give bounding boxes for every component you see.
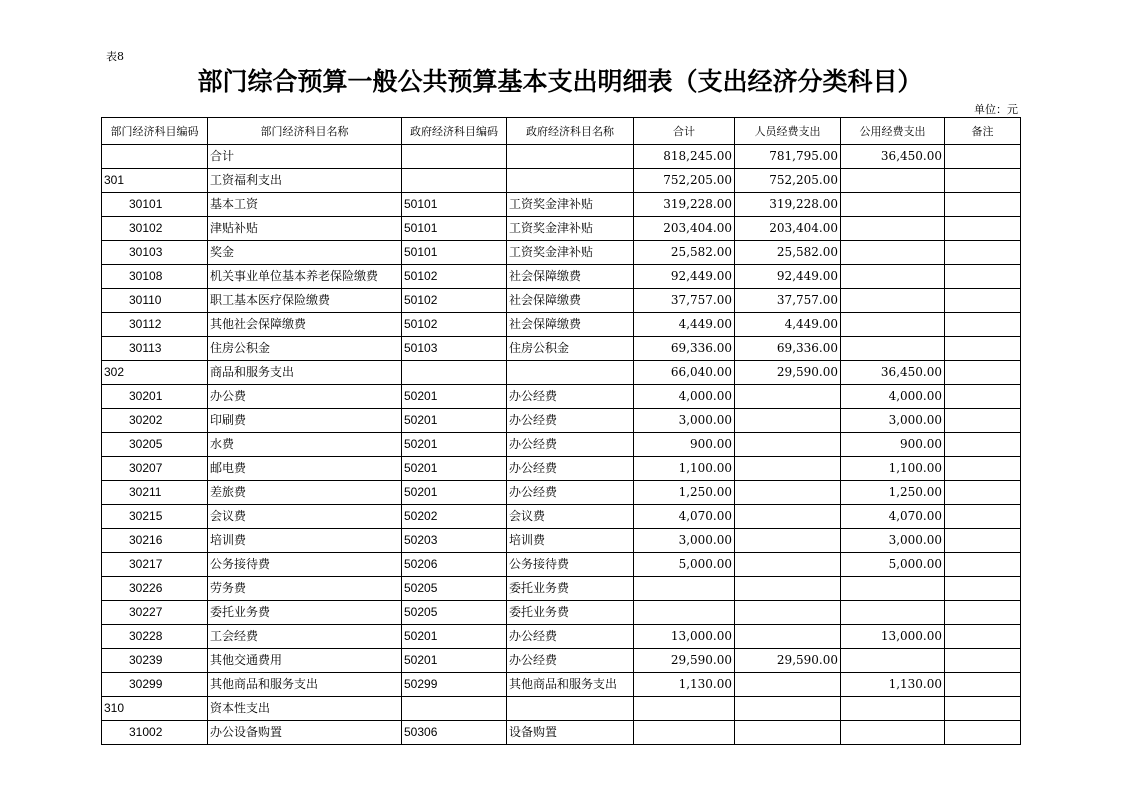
public-cell [841, 649, 945, 673]
personnel-cell: 29,590.00 [735, 649, 841, 673]
gov-name-cell: 委托业务费 [507, 577, 634, 601]
personnel-cell: 203,404.00 [735, 217, 841, 241]
dept-code-cell: 30113 [102, 337, 208, 361]
table-row [102, 217, 1021, 241]
public-cell [841, 193, 945, 217]
gov-code-cell: 50101 [402, 193, 507, 217]
personnel-cell: 319,228.00 [735, 193, 841, 217]
table-row [102, 649, 1021, 673]
dept-code-cell [102, 145, 208, 169]
table-row [102, 265, 1021, 289]
public-cell [841, 577, 945, 601]
personnel-cell: 4,449.00 [735, 313, 841, 337]
dept-name-cell: 住房公积金 [208, 337, 402, 361]
dept-code-cell: 30101 [102, 193, 208, 217]
personnel-cell [735, 625, 841, 649]
gov-name-cell: 办公经费 [507, 409, 634, 433]
total-cell: 3,000.00 [634, 529, 735, 553]
total-cell: 92,449.00 [634, 265, 735, 289]
dept-name-cell: 培训费 [208, 529, 402, 553]
table-row [102, 241, 1021, 265]
dept-code-cell: 30217 [102, 553, 208, 577]
public-cell: 4,000.00 [841, 385, 945, 409]
total-cell: 4,070.00 [634, 505, 735, 529]
header-row [102, 118, 1021, 145]
dept-code-cell: 30216 [102, 529, 208, 553]
public-cell: 36,450.00 [841, 145, 945, 169]
public-cell: 900.00 [841, 433, 945, 457]
gov-code-cell [402, 169, 507, 193]
note-cell [945, 649, 1021, 673]
dept-code-cell: 30201 [102, 385, 208, 409]
table-row [102, 529, 1021, 553]
col-header-gov-code: 政府经济科目编码 [402, 118, 507, 145]
total-cell: 5,000.00 [634, 553, 735, 577]
public-cell [841, 337, 945, 361]
total-cell: 1,130.00 [634, 673, 735, 697]
dept-code-cell: 30207 [102, 457, 208, 481]
note-cell [945, 457, 1021, 481]
unit-label: 单位：元 [974, 103, 1018, 116]
dept-code-cell: 30112 [102, 313, 208, 337]
public-cell [841, 241, 945, 265]
col-header-gov-name: 政府经济科目名称 [507, 118, 634, 145]
note-cell [945, 625, 1021, 649]
dept-name-cell: 印刷费 [208, 409, 402, 433]
dept-code-cell: 30215 [102, 505, 208, 529]
gov-name-cell [507, 361, 634, 385]
gov-name-cell: 社会保障缴费 [507, 289, 634, 313]
dept-name-cell: 机关事业单位基本养老保险缴费 [208, 265, 402, 289]
note-cell [945, 241, 1021, 265]
gov-name-cell [507, 169, 634, 193]
dept-code-cell: 30228 [102, 625, 208, 649]
personnel-cell [735, 553, 841, 577]
gov-code-cell: 50103 [402, 337, 507, 361]
dept-code-cell: 30110 [102, 289, 208, 313]
table-row [102, 361, 1021, 385]
total-cell: 25,582.00 [634, 241, 735, 265]
public-cell [841, 313, 945, 337]
dept-name-cell: 公务接待费 [208, 553, 402, 577]
total-cell [634, 721, 735, 745]
dept-name-cell: 会议费 [208, 505, 402, 529]
gov-name-cell: 工资奖金津补贴 [507, 193, 634, 217]
dept-name-cell: 职工基本医疗保险缴费 [208, 289, 402, 313]
gov-name-cell: 办公经费 [507, 481, 634, 505]
gov-name-cell: 会议费 [507, 505, 634, 529]
dept-code-cell: 30103 [102, 241, 208, 265]
budget-table [101, 117, 1021, 745]
personnel-cell: 781,795.00 [735, 145, 841, 169]
personnel-cell: 29,590.00 [735, 361, 841, 385]
total-cell: 66,040.00 [634, 361, 735, 385]
table-row [102, 289, 1021, 313]
gov-name-cell [507, 145, 634, 169]
table-row [102, 505, 1021, 529]
total-cell: 69,336.00 [634, 337, 735, 361]
public-cell [841, 265, 945, 289]
table-number: 表8 [106, 50, 124, 63]
note-cell [945, 385, 1021, 409]
gov-name-cell: 其他商品和服务支出 [507, 673, 634, 697]
gov-code-cell: 50201 [402, 649, 507, 673]
personnel-cell: 37,757.00 [735, 289, 841, 313]
personnel-cell [735, 481, 841, 505]
note-cell [945, 169, 1021, 193]
gov-code-cell: 50201 [402, 385, 507, 409]
gov-name-cell: 办公经费 [507, 649, 634, 673]
personnel-cell: 25,582.00 [735, 241, 841, 265]
note-cell [945, 673, 1021, 697]
personnel-cell [735, 529, 841, 553]
personnel-cell [735, 385, 841, 409]
gov-name-cell: 住房公积金 [507, 337, 634, 361]
public-cell [841, 169, 945, 193]
gov-name-cell: 工资奖金津补贴 [507, 241, 634, 265]
public-cell: 1,100.00 [841, 457, 945, 481]
total-cell: 3,000.00 [634, 409, 735, 433]
dept-code-cell: 30102 [102, 217, 208, 241]
personnel-cell [735, 457, 841, 481]
gov-name-cell: 公务接待费 [507, 553, 634, 577]
table-row [102, 313, 1021, 337]
gov-code-cell: 50205 [402, 577, 507, 601]
dept-name-cell: 办公设备购置 [208, 721, 402, 745]
total-cell [634, 601, 735, 625]
gov-code-cell: 50102 [402, 289, 507, 313]
table-row [102, 169, 1021, 193]
note-cell [945, 553, 1021, 577]
note-cell [945, 481, 1021, 505]
dept-code-cell: 30239 [102, 649, 208, 673]
table-row [102, 145, 1021, 169]
public-cell [841, 601, 945, 625]
table-row [102, 625, 1021, 649]
table-row [102, 721, 1021, 745]
gov-code-cell: 50102 [402, 313, 507, 337]
gov-code-cell: 50206 [402, 553, 507, 577]
dept-code-cell: 310 [102, 697, 208, 721]
table-row [102, 193, 1021, 217]
gov-code-cell: 50205 [402, 601, 507, 625]
col-header-dept-code: 部门经济科目编码 [102, 118, 208, 145]
gov-code-cell: 50306 [402, 721, 507, 745]
gov-code-cell: 50201 [402, 433, 507, 457]
total-cell: 203,404.00 [634, 217, 735, 241]
table-row [102, 409, 1021, 433]
total-cell: 4,449.00 [634, 313, 735, 337]
table-row [102, 673, 1021, 697]
gov-name-cell [507, 697, 634, 721]
total-cell: 37,757.00 [634, 289, 735, 313]
gov-code-cell: 50102 [402, 265, 507, 289]
dept-name-cell: 商品和服务支出 [208, 361, 402, 385]
dept-name-cell: 资本性支出 [208, 697, 402, 721]
col-header-public: 公用经费支出 [841, 118, 945, 145]
public-cell: 1,130.00 [841, 673, 945, 697]
note-cell [945, 361, 1021, 385]
gov-code-cell: 50201 [402, 457, 507, 481]
note-cell [945, 601, 1021, 625]
dept-code-cell: 30226 [102, 577, 208, 601]
personnel-cell [735, 505, 841, 529]
total-cell: 4,000.00 [634, 385, 735, 409]
total-cell: 319,228.00 [634, 193, 735, 217]
dept-name-cell: 劳务费 [208, 577, 402, 601]
total-cell: 1,100.00 [634, 457, 735, 481]
dept-name-cell: 其他社会保障缴费 [208, 313, 402, 337]
dept-code-cell: 302 [102, 361, 208, 385]
dept-name-cell: 其他交通费用 [208, 649, 402, 673]
dept-name-cell: 津贴补贴 [208, 217, 402, 241]
public-cell [841, 697, 945, 721]
dept-name-cell: 差旅费 [208, 481, 402, 505]
total-cell: 900.00 [634, 433, 735, 457]
gov-code-cell [402, 697, 507, 721]
personnel-cell [735, 673, 841, 697]
note-cell [945, 409, 1021, 433]
dept-code-cell: 30227 [102, 601, 208, 625]
dept-code-cell: 30205 [102, 433, 208, 457]
total-cell [634, 577, 735, 601]
table-row [102, 481, 1021, 505]
gov-name-cell: 设备购置 [507, 721, 634, 745]
note-cell [945, 145, 1021, 169]
personnel-cell [735, 577, 841, 601]
table-row [102, 553, 1021, 577]
note-cell [945, 577, 1021, 601]
note-cell [945, 697, 1021, 721]
dept-name-cell: 基本工资 [208, 193, 402, 217]
dept-code-cell: 301 [102, 169, 208, 193]
gov-name-cell: 办公经费 [507, 433, 634, 457]
table-row [102, 577, 1021, 601]
note-cell [945, 265, 1021, 289]
gov-name-cell: 办公经费 [507, 625, 634, 649]
gov-code-cell: 50201 [402, 481, 507, 505]
public-cell [841, 289, 945, 313]
gov-name-cell: 社会保障缴费 [507, 313, 634, 337]
table-row [102, 433, 1021, 457]
dept-name-cell: 合计 [208, 145, 402, 169]
gov-code-cell: 50202 [402, 505, 507, 529]
gov-code-cell [402, 145, 507, 169]
total-cell: 752,205.00 [634, 169, 735, 193]
gov-name-cell: 社会保障缴费 [507, 265, 634, 289]
dept-name-cell: 工资福利支出 [208, 169, 402, 193]
public-cell: 3,000.00 [841, 409, 945, 433]
dept-code-cell: 31002 [102, 721, 208, 745]
public-cell: 3,000.00 [841, 529, 945, 553]
gov-code-cell: 50201 [402, 409, 507, 433]
dept-code-cell: 30211 [102, 481, 208, 505]
gov-name-cell: 委托业务费 [507, 601, 634, 625]
personnel-cell [735, 721, 841, 745]
note-cell [945, 193, 1021, 217]
gov-code-cell: 50201 [402, 625, 507, 649]
personnel-cell [735, 601, 841, 625]
dept-code-cell: 30202 [102, 409, 208, 433]
public-cell [841, 217, 945, 241]
personnel-cell [735, 697, 841, 721]
gov-name-cell: 办公经费 [507, 457, 634, 481]
gov-name-cell: 工资奖金津补贴 [507, 217, 634, 241]
personnel-cell: 69,336.00 [735, 337, 841, 361]
col-header-dept-name: 部门经济科目名称 [208, 118, 402, 145]
col-header-note: 备注 [945, 118, 1021, 145]
table-row [102, 457, 1021, 481]
public-cell: 1,250.00 [841, 481, 945, 505]
total-cell: 1,250.00 [634, 481, 735, 505]
note-cell [945, 529, 1021, 553]
public-cell [841, 721, 945, 745]
dept-code-cell: 30299 [102, 673, 208, 697]
total-cell: 13,000.00 [634, 625, 735, 649]
note-cell [945, 433, 1021, 457]
table-row [102, 697, 1021, 721]
total-cell: 818,245.00 [634, 145, 735, 169]
personnel-cell: 752,205.00 [735, 169, 841, 193]
dept-name-cell: 其他商品和服务支出 [208, 673, 402, 697]
table-row [102, 601, 1021, 625]
note-cell [945, 217, 1021, 241]
dept-code-cell: 30108 [102, 265, 208, 289]
dept-name-cell: 办公费 [208, 385, 402, 409]
public-cell: 5,000.00 [841, 553, 945, 577]
note-cell [945, 313, 1021, 337]
note-cell [945, 289, 1021, 313]
dept-name-cell: 委托业务费 [208, 601, 402, 625]
gov-name-cell: 办公经费 [507, 385, 634, 409]
public-cell: 4,070.00 [841, 505, 945, 529]
total-cell [634, 697, 735, 721]
gov-code-cell: 50101 [402, 241, 507, 265]
dept-name-cell: 邮电费 [208, 457, 402, 481]
table-row [102, 385, 1021, 409]
total-cell: 29,590.00 [634, 649, 735, 673]
public-cell: 13,000.00 [841, 625, 945, 649]
table-row [102, 337, 1021, 361]
personnel-cell: 92,449.00 [735, 265, 841, 289]
gov-name-cell: 培训费 [507, 529, 634, 553]
col-header-total: 合计 [634, 118, 735, 145]
public-cell: 36,450.00 [841, 361, 945, 385]
gov-code-cell [402, 361, 507, 385]
note-cell [945, 505, 1021, 529]
gov-code-cell: 50101 [402, 217, 507, 241]
dept-name-cell: 工会经费 [208, 625, 402, 649]
col-header-personnel: 人员经费支出 [735, 118, 841, 145]
personnel-cell [735, 409, 841, 433]
note-cell [945, 721, 1021, 745]
dept-name-cell: 奖金 [208, 241, 402, 265]
gov-code-cell: 50299 [402, 673, 507, 697]
gov-code-cell: 50203 [402, 529, 507, 553]
dept-name-cell: 水费 [208, 433, 402, 457]
personnel-cell [735, 433, 841, 457]
page-title: 部门综合预算一般公共预算基本支出明细表（支出经济分类科目） [197, 67, 923, 96]
note-cell [945, 337, 1021, 361]
